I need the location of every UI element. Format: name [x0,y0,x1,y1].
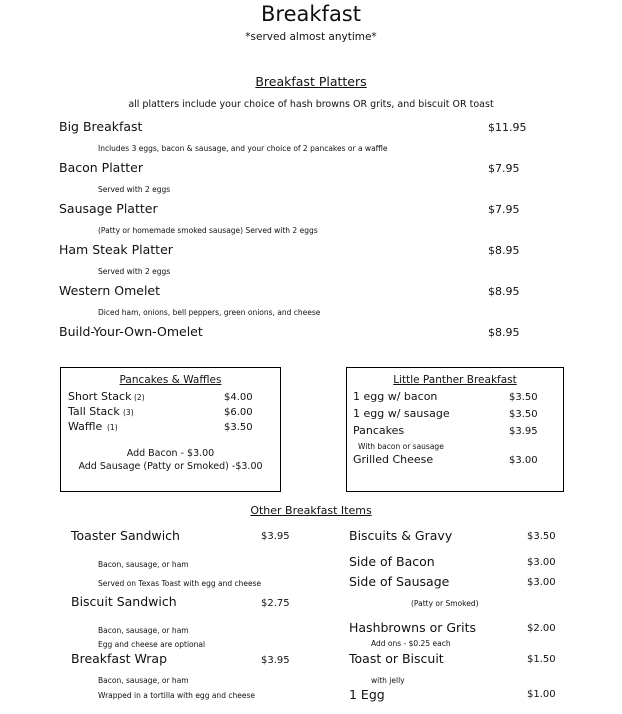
menu-item-name: Ham Steak Platter [59,242,173,257]
menu-item-desc: Served with 2 eggs [98,267,171,276]
pancake-item-name: Tall Stack [68,405,120,418]
menu-item-price: $8.95 [488,244,520,257]
other-item-name: Toast or Biscuit [349,651,444,666]
kids-item-name: 1 egg w/ bacon [353,390,438,403]
kids-item-name: Pancakes [353,424,405,437]
other-item-price: $2.75 [261,598,290,609]
pancake-addon: Add Bacon - $3.00 [126,448,215,459]
other-item-price: $1.00 [527,689,556,700]
other-item-name: Hashbrowns or Grits [349,620,477,635]
pancakes-heading: Pancakes & Waffles [119,374,222,386]
menu-item-price: $8.95 [488,326,520,339]
pancake-item-qty: (3) [123,408,134,417]
kids-item-name: 1 egg w/ sausage [353,407,450,420]
menu-item-desc: Diced ham, onions, bell peppers, green onions, and cheese [98,308,321,317]
menu-item-desc: (Patty or homemade smoked sausage) Served with 2 eggs [98,226,318,235]
pancake-item-price: $4.00 [224,392,253,403]
pancake-item-name: Short Stack [68,390,132,403]
kids-item-price: $3.50 [509,409,538,420]
other-item-name: Toaster Sandwich [71,528,180,543]
other-item-desc: Egg and cheese are optional [98,640,206,649]
other-item-price: $3.95 [261,531,290,542]
other-item-price: $3.00 [527,557,556,568]
pancake-item-price: $3.50 [224,422,253,433]
kids-item-desc: With bacon or sausage [358,442,444,451]
other-item-name: Breakfast Wrap [71,651,168,666]
platters-note: all platters include your choice of hash browns OR grits, and biscuit OR toast [128,99,494,110]
pancake-addon: Add Sausage (Patty or Smoked) -$3.00 [78,461,263,472]
other-item-desc: Served on Texas Toast with egg and cheese [98,579,262,588]
menu-item-price: $7.95 [488,162,520,175]
menu-item-name: Western Omelet [59,283,161,298]
page-subtitle: *served almost anytime* [245,31,377,43]
other-item-name: Biscuits & Gravy [349,528,453,543]
kids-item-name: Grilled Cheese [353,453,434,466]
other-item-name: Side of Sausage [349,574,450,589]
other-item-desc: Bacon, sausage, or ham [98,626,189,635]
kids-item-price: $3.95 [509,426,538,437]
pancake-item-qty: (2) [134,393,145,402]
menu-item-desc: Served with 2 eggs [98,185,171,194]
other-item-desc: with jelly [371,676,405,685]
other-item-desc: Wrapped in a tortilla with egg and cheese [98,691,255,700]
menu-item-name: Build-Your-Own-Omelet [59,324,203,339]
other-item-name: Biscuit Sandwich [71,594,177,609]
other-item-price: $3.00 [527,577,556,588]
other-item-price: $1.50 [527,654,556,665]
page-title: Breakfast [261,2,361,26]
other-item-price: $3.50 [527,531,556,542]
platters-heading: Breakfast Platters [255,74,367,89]
other-item-desc: Bacon, sausage, or ham [98,676,189,685]
pancake-item-qty: (1) [107,423,118,432]
kids-item-price: $3.00 [509,455,538,466]
other-item-name: Side of Bacon [349,554,435,569]
menu-item-name: Big Breakfast [59,119,143,134]
other-item-name: 1 Egg [349,687,385,702]
other-item-desc: Add ons - $0.25 each [371,639,451,648]
other-item-price: $2.00 [527,623,556,634]
menu-item-name: Bacon Platter [59,160,143,175]
other-item-desc: Bacon, sausage, or ham [98,560,189,569]
kids-item-price: $3.50 [509,392,538,403]
other-item-desc: (Patty or Smoked) [411,599,479,608]
menu-item-desc: Includes 3 eggs, bacon & sausage, and your choice of 2 pancakes or a waffle [98,144,388,153]
pancake-item-name: Waffle [68,420,103,433]
little-panther-heading: Little Panther Breakfast [393,374,517,386]
other-heading: Other Breakfast Items [250,504,372,517]
menu-item-price: $8.95 [488,285,520,298]
other-item-price: $3.95 [261,655,290,666]
menu-item-price: $11.95 [488,121,527,134]
menu-item-price: $7.95 [488,203,520,216]
pancake-item-price: $6.00 [224,407,253,418]
menu-item-name: Sausage Platter [59,201,158,216]
